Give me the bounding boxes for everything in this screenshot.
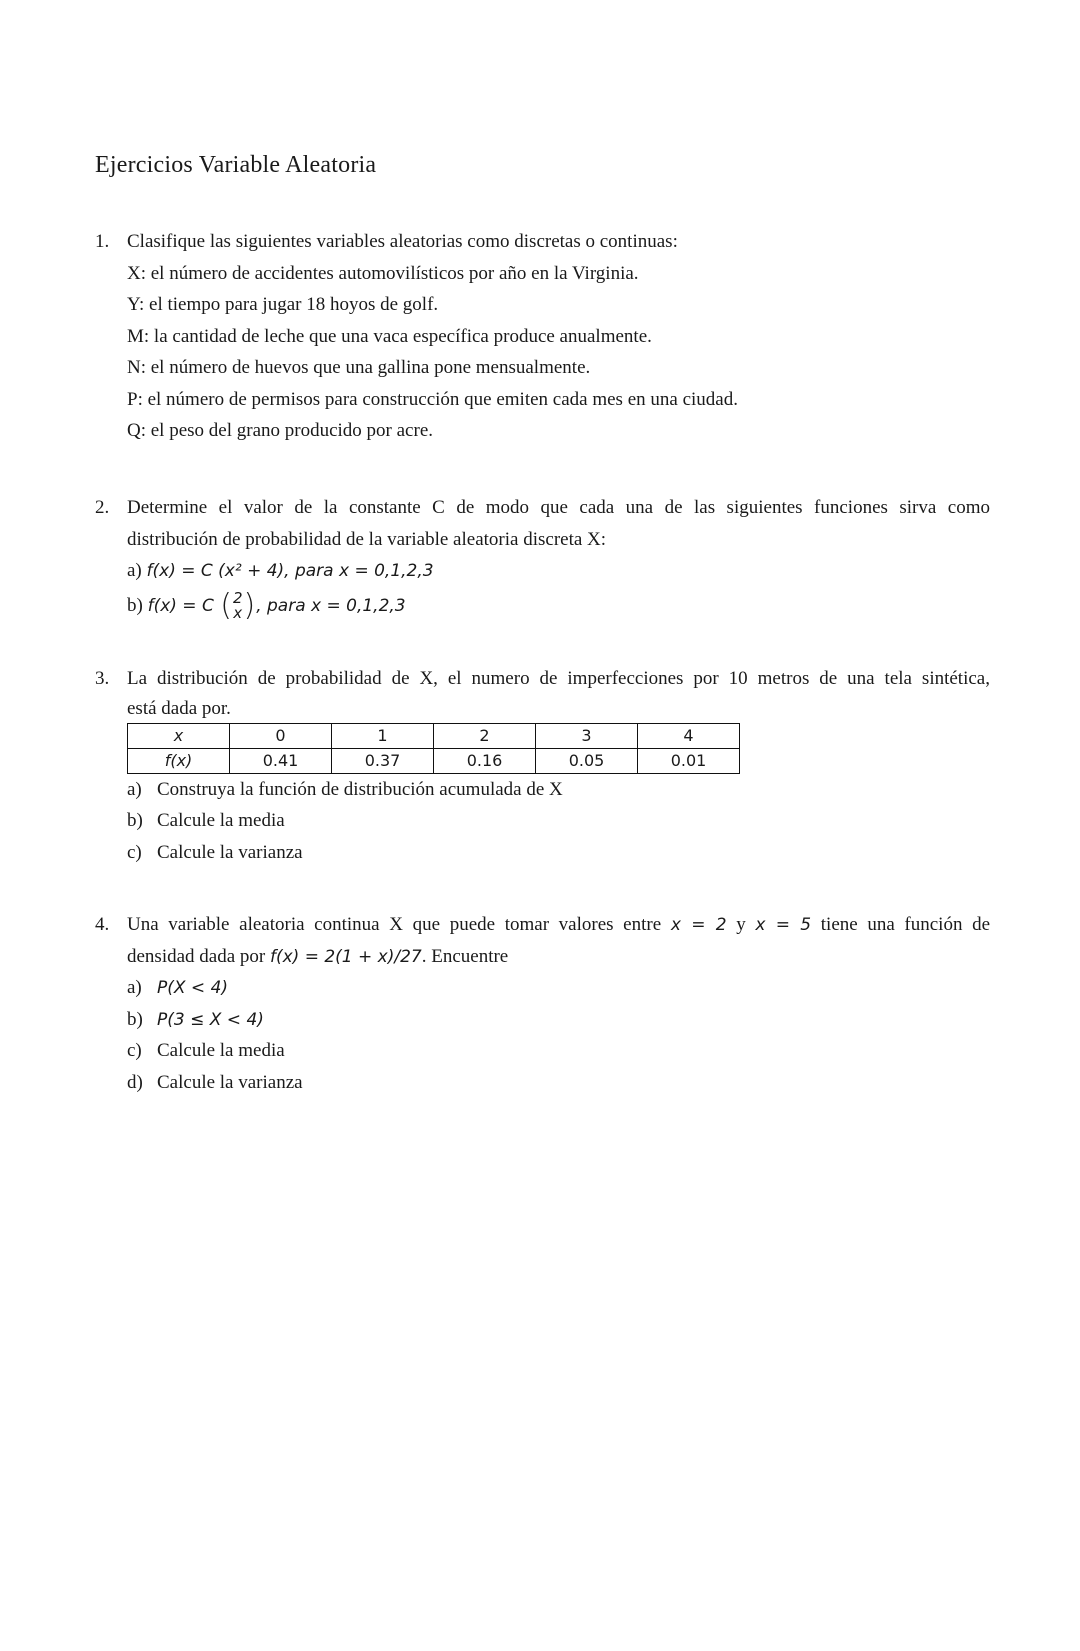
exercise-2-item-b: [127, 587, 990, 625]
item-text: Calcule la varianza: [157, 1071, 303, 1093]
exercise-number: 2.: [95, 497, 110, 518]
exercise-2-line: Determine el valor de la constante C de modo que cada una de las siguientes funciones sirva como: [127, 497, 990, 518]
table-cell: 0.41: [230, 748, 332, 773]
table-cell: 0.37: [332, 748, 434, 773]
exercise-number: 4.: [95, 914, 110, 935]
item-label: b): [127, 594, 143, 616]
math-span: x = 5: [755, 915, 812, 935]
table-cell: 3: [536, 723, 638, 748]
table-header-cell: x: [128, 723, 230, 748]
exercise-3-item: [127, 805, 990, 837]
exercise-number: 1.: [95, 231, 110, 252]
table-row: [128, 723, 740, 748]
probability-table: [127, 723, 740, 774]
table-cell: 0: [230, 723, 332, 748]
exercise-2-line: distribución de probabilidad de la variable aleatoria discreta X:: [127, 528, 607, 550]
table-cell: 0.01: [638, 748, 740, 773]
item-text: Calcule la media: [157, 810, 285, 831]
exercise-4-line: [127, 909, 990, 941]
item-text: Calcule la media: [157, 1040, 285, 1061]
formula-b-suffix: , para x = 0,1,2,3: [256, 595, 406, 616]
item-label: b): [127, 1008, 143, 1030]
item-label: c): [127, 1040, 142, 1061]
table-cell: 0.16: [434, 748, 536, 773]
table-row: [128, 748, 740, 773]
table-cell: 0.05: [536, 748, 638, 773]
exercise-3-line: La distribución de probabilidad de X, el numero de imperfecciones por 10 metros de una tela sintética,: [127, 668, 990, 689]
exercise-4-item: [127, 972, 990, 1004]
exercise-1: [95, 226, 990, 447]
formula-a: f(x) = C (x² + 4), para x = 0,1,2,3: [146, 561, 434, 581]
exercise-2-item-a: [127, 555, 990, 587]
text-span: tiene una función de: [820, 914, 991, 935]
exercise-3-line: está dada por.: [127, 697, 231, 719]
item-label: d): [127, 1071, 143, 1093]
exercise-number: 3.: [95, 668, 110, 689]
item-formula: P(X < 4): [157, 978, 229, 998]
item-text: Calcule la varianza: [157, 841, 303, 863]
exercise-2: [95, 492, 990, 625]
math-span: x = 2: [670, 915, 727, 935]
table-header-cell: f(x): [128, 748, 230, 773]
text-span: Una variable aleatoria continua X que puede tomar valores entre: [127, 914, 662, 935]
exercise-4: [95, 909, 990, 1098]
page-title: Ejercicios Variable Aleatoria: [95, 152, 377, 178]
item-label: b): [127, 810, 143, 831]
item-label: c): [127, 841, 142, 863]
exercise-4-item: [127, 1067, 990, 1099]
formula-b: [147, 587, 406, 623]
item-label: a): [127, 560, 142, 581]
text-span: y: [736, 914, 746, 935]
exercise-1-item: Y: el tiempo para jugar 18 hoyos de golf.: [127, 294, 439, 315]
text-span: . Encuentre: [421, 945, 509, 967]
exercise-4-item: [127, 1004, 990, 1036]
exercise-1-item: N: el número de huevos que una gallina pone mensualmente.: [127, 357, 591, 378]
text-span: densidad dada por: [127, 945, 266, 967]
binomial-top: 2: [232, 588, 243, 607]
formula-b-prefix: f(x) = C: [147, 595, 214, 616]
binomial-bottom: x: [233, 603, 243, 622]
item-label: a): [127, 778, 142, 800]
exercise-1-item: M: la cantidad de leche que una vaca específica produce anualmente.: [127, 325, 652, 347]
item-label: a): [127, 977, 142, 998]
table-cell: 2: [434, 723, 536, 748]
exercise-4-line: [127, 941, 990, 973]
exercise-1-item: P: el número de permisos para construcción que emiten cada mes en una ciudad.: [127, 388, 738, 410]
binomial-coefficient: (2 x): [220, 587, 256, 623]
item-text: Construya la función de distribución acumulada de X: [157, 778, 563, 800]
exercise-4-item: [127, 1035, 990, 1067]
exercise-3-item: [127, 774, 990, 806]
item-formula: P(3 ≤ X < 4): [157, 1009, 264, 1030]
table-cell: 1: [332, 723, 434, 748]
exercise-3-item: [127, 837, 990, 869]
exercise-3: [95, 663, 990, 868]
math-span: f(x) = 2(1 + x)/27: [269, 946, 422, 967]
exercise-1-intro: Clasifique las siguientes variables aleatorias como discretas o continuas:: [127, 231, 678, 252]
table-cell: 4: [638, 723, 740, 748]
exercise-1-item: Q: el peso del grano producido por acre.: [127, 420, 434, 441]
exercise-1-item: X: el número de accidentes automovilísticos por año en la Virginia.: [127, 262, 639, 284]
